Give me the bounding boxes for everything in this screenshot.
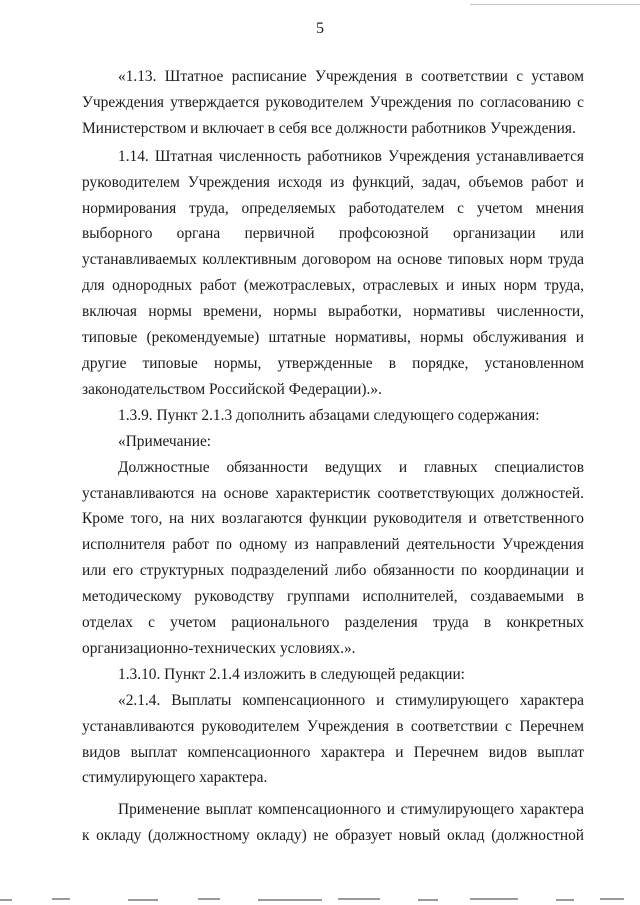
paragraph-application: Применение выплат компенсационного и стимулирующего характера к окладу (должностному окладу) не образует новый оклад (должностной [82,801,584,845]
paragraph-1-13: «1.13. Штатное расписание Учреждения в соответствии с уставом Учреждения утверждается руководителем Учреждения по согласованию с Министерством и включает в себя все должности работников Учреждения. [82,68,584,137]
page-number: 5 [316,20,324,37]
scan-edge-noise [0,895,640,905]
paragraph-note-body: Должностные обязанности ведущих и главных специалистов устанавливаются на основе характеристик соответствующих должностей. Кроме того, на них возлагаются функции руководителя и ответственного исполнителя работ по одному из направлений деятельности Учреждения или его структурных подразделений либо обязанности по координации и методическому руководству группами исполнителей, создаваемыми в отделах с учетом рационального разделения труда в конкретных организационно-технических условиях.». [82,458,584,657]
paragraph-2-1-4: «2.1.4. Выплаты компенсационного и стимулирующего характера устанавливаются руководителем Учреждения в соответствии с Перечнем видов выплат компенсационного характера и Перечнем видов выплат стимулирующего характера. [82,691,584,787]
document-body [82,64,584,849]
paragraph-note-heading: «Примечание: [118,432,212,450]
paragraph-1-14: 1.14. Штатная численность работников Учреждения устанавливается руководителем Учреждения исходя из функций, задач, объемов работ и нормирования труда, определяемых работодателем с учетом мнения выборного органа первичной профсоюзной организации или устанавливаемых коллективным договором на основе типовых норм труда для однородных работ (межотраслевых, отраслевых и иных норм труда, включая нормы времени, нормы выработки, нормативы численности, типовые (рекомендуемые) штатные нормативы, нормы обслуживания и другие типовые нормы, утвержденные в порядке, установленном законодательством Российской Федерации).». [82,147,584,398]
scan-top-rule [470,4,640,5]
paragraph-1-3-9: 1.3.9. Пункт 2.1.3 дополнить абзацами следующего содержания: [118,406,540,424]
paragraph-1-3-10: 1.3.10. Пункт 2.1.4 изложить в следующей редакции: [118,665,465,683]
